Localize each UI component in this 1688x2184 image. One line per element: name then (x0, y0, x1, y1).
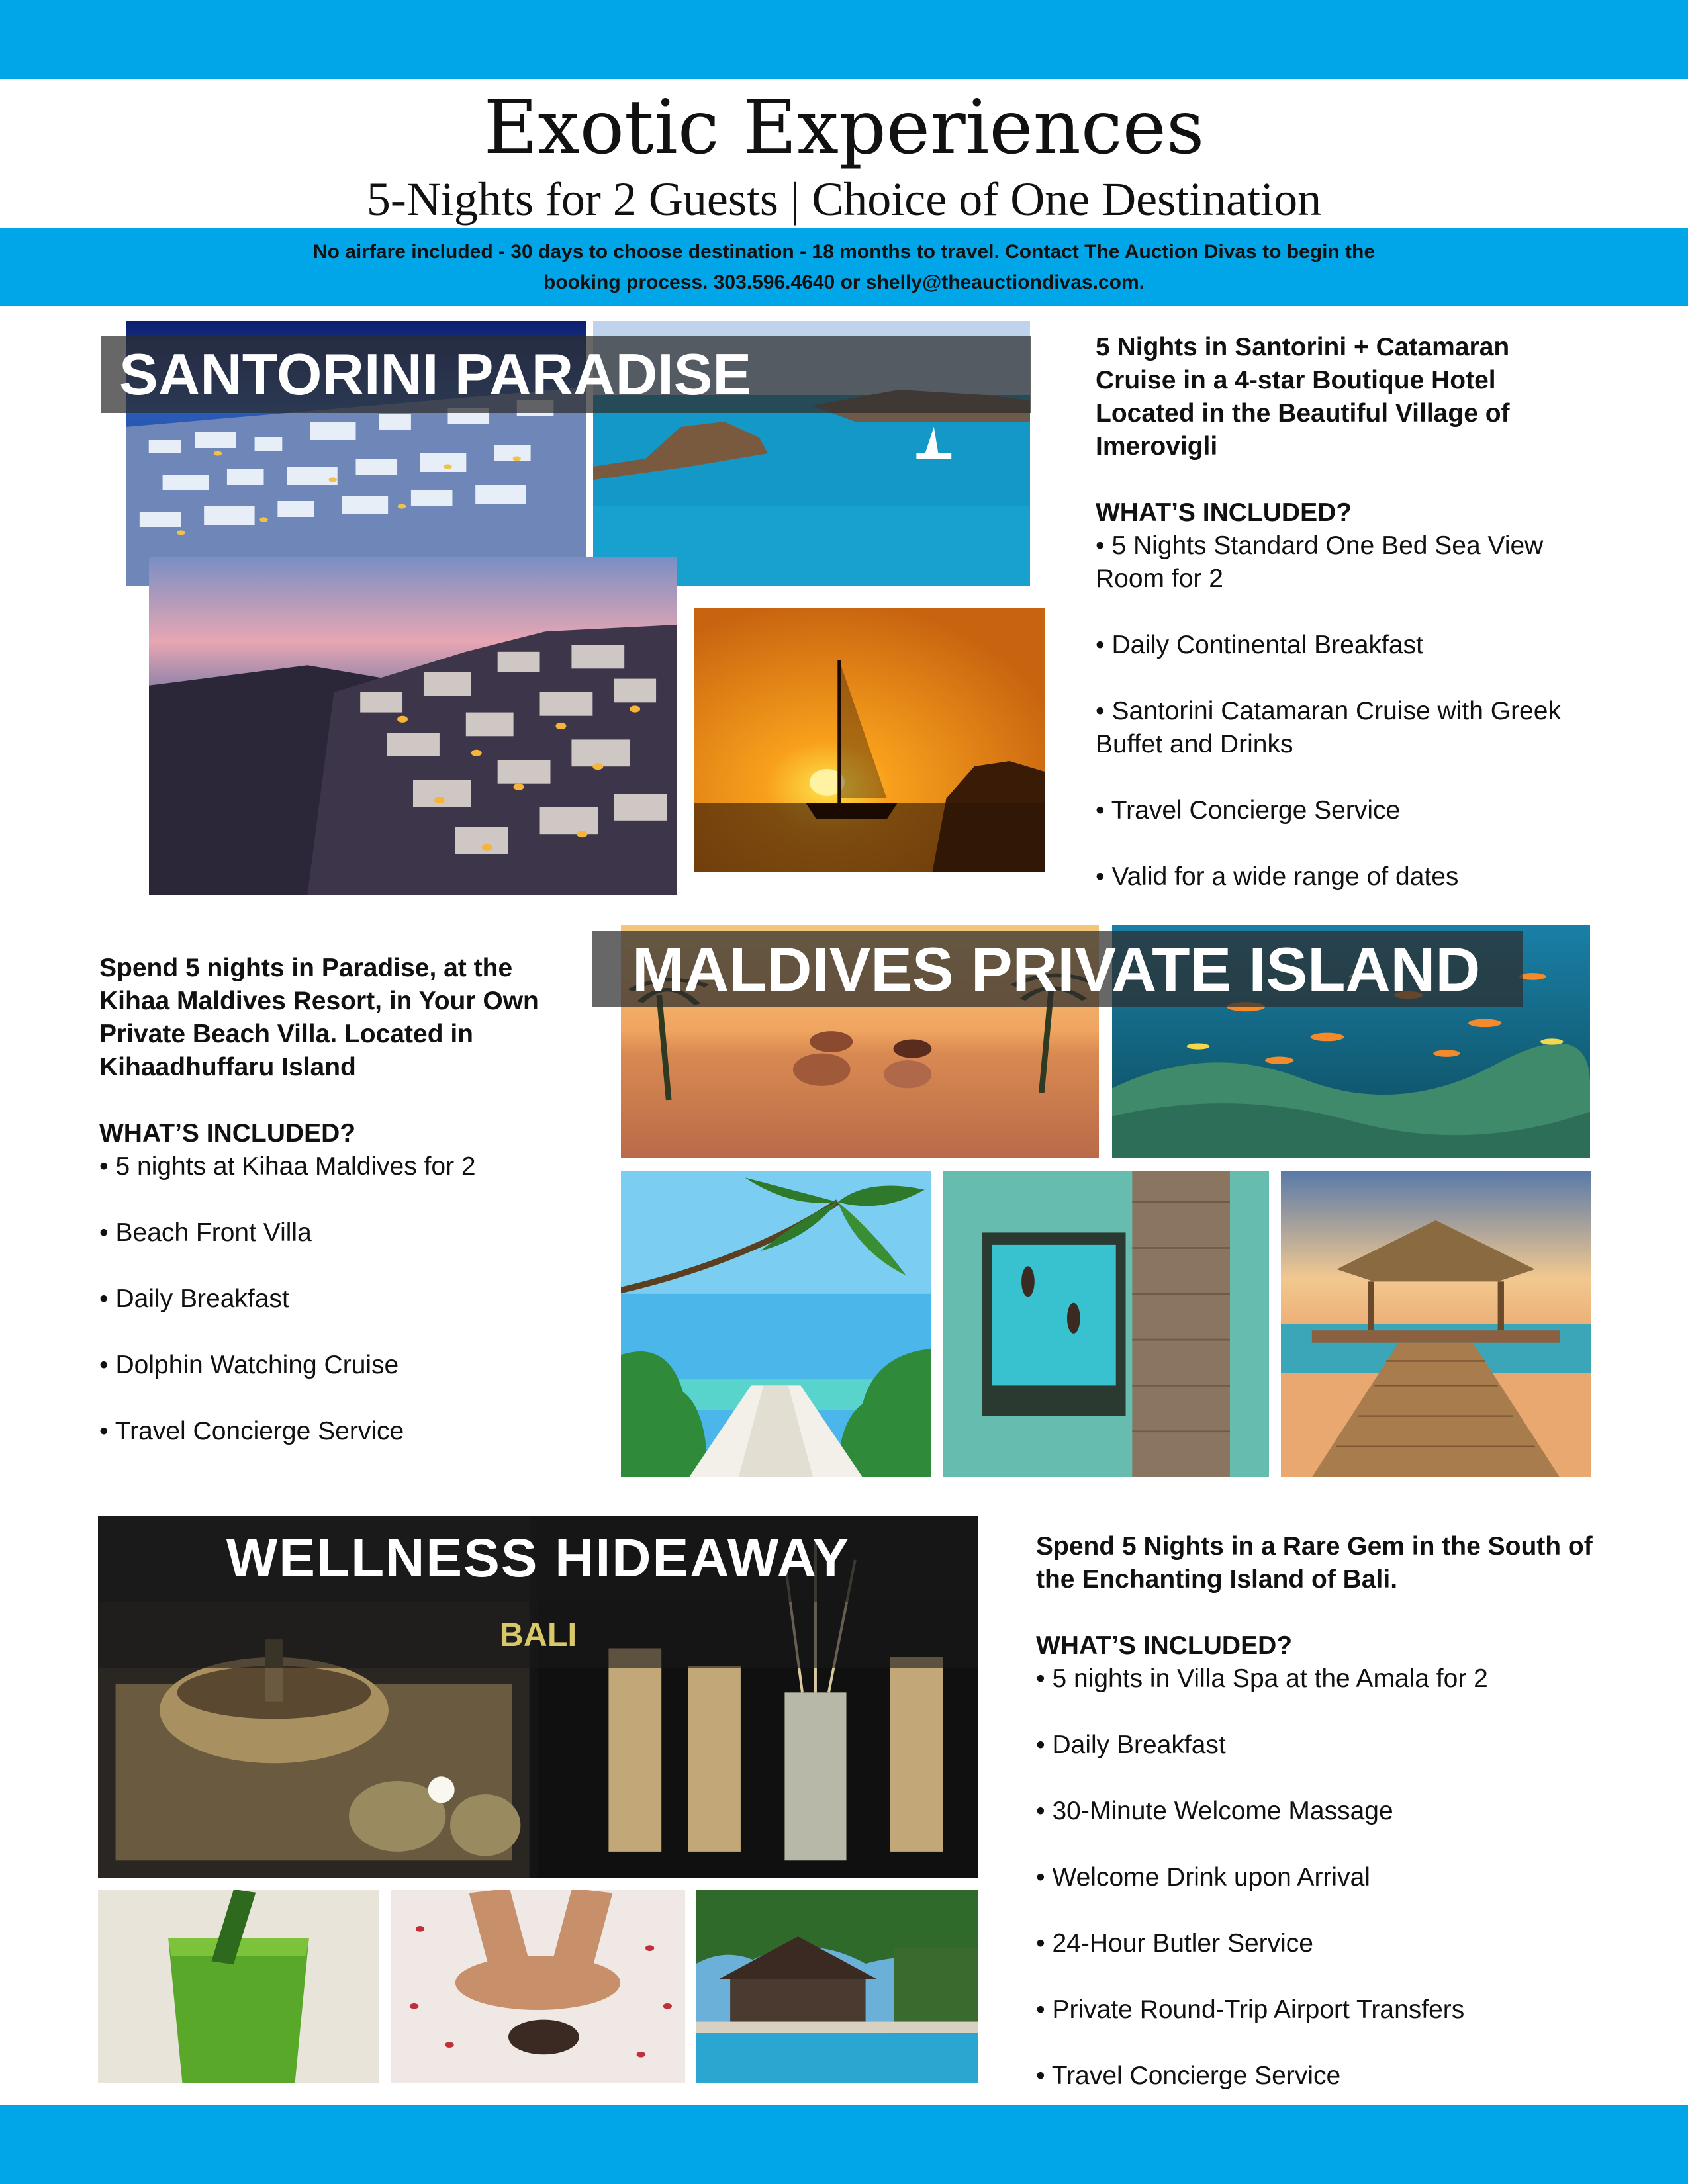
bali-green-juice-photo (98, 1890, 379, 2083)
maldives-lead-text: Spend 5 nights in Paradise, at the Kihaa Maldives Resort, in Your Own Private Beach Villa. Located in Kihaadhuffaru Island (99, 954, 539, 1081)
list-item: • 30-Minute Welcome Massage (1036, 1797, 1393, 1825)
list-item: • Daily Breakfast (1036, 1731, 1226, 1759)
maldives-overwater-pool-photo (943, 1171, 1269, 1477)
bali-lead-text: Spend 5 Nights in a Rare Gem in the South of the Enchanting Island of Bali. (1036, 1532, 1593, 1594)
list-item: • 5 nights at Kihaa Maldives for 2 (99, 1152, 476, 1181)
list-item: • Travel Concierge Service (1096, 796, 1401, 825)
maldives-included-list (99, 1150, 576, 1448)
list-item: • Travel Concierge Service (99, 1417, 404, 1445)
maldives-hut-pier-photo (1281, 1171, 1591, 1477)
list-item: • Private Round-Trip Airport Transfers (1036, 1995, 1465, 2024)
list-item: • Welcome Drink upon Arrival (1036, 1863, 1370, 1891)
list-item: • 5 Nights Standard One Bed Sea View Room for 2 (1096, 531, 1544, 593)
list-item: • 24-Hour Butler Service (1036, 1929, 1313, 1958)
info-line-1: No airfare included - 30 days to choose destination - 18 months to travel. Contact The Auction Divas to begin the (312, 241, 1376, 263)
santorini-banner: SANTORINI PARADISE (101, 336, 1031, 413)
santorini-description (1096, 331, 1585, 893)
maldives-included-heading: WHAT’S INCLUDED? (99, 1119, 356, 1148)
list-item: • 5 nights in Villa Spa at the Amala for 2 (1036, 1664, 1488, 1693)
list-item: • Beach Front Villa (99, 1218, 312, 1247)
top-color-band (0, 0, 1688, 79)
info-banner (0, 228, 1688, 306)
maldives-description (99, 952, 576, 1448)
bali-description (1036, 1530, 1599, 2093)
santorini-included-list (1096, 529, 1585, 893)
bali-massage-photo (391, 1890, 685, 2083)
bali-included-heading: WHAT’S INCLUDED? (1036, 1631, 1293, 1660)
list-item: • Santorini Catamaran Cruise with Greek Buffet and Drinks (1096, 697, 1561, 758)
bottom-color-band (0, 2105, 1688, 2184)
santorini-lead-text: 5 Nights in Santorini + Catamaran Cruise in a 4-star Boutique Hotel Located in the Beautiful Village of Imerovigli (1096, 333, 1510, 461)
list-item: • Travel Concierge Service (1036, 2062, 1341, 2090)
bali-villa-pool-photo (696, 1890, 978, 2083)
page-title: Exotic Experiences (483, 85, 1205, 171)
list-item: • Valid for a wide range of dates (1096, 862, 1459, 891)
santorini-sailboat-sunset-photo (694, 608, 1045, 872)
list-item: • Daily Continental Breakfast (1096, 631, 1423, 659)
maldives-palm-walkway-photo (621, 1171, 931, 1477)
maldives-banner: MALDIVES PRIVATE ISLAND (592, 931, 1523, 1007)
info-line-2: booking process. 303.596.4640 or shelly@theauctiondivas.com. (543, 271, 1145, 293)
bali-included-list (1036, 1662, 1599, 2093)
bali-banner: WELLNESS HIDEAWAY (98, 1516, 978, 1602)
santorini-sunset-village-photo (149, 557, 677, 895)
list-item: • Dolphin Watching Cruise (99, 1351, 399, 1379)
bali-banner-subtitle: BALI (98, 1602, 978, 1668)
list-item: • Daily Breakfast (99, 1285, 289, 1313)
santorini-included-heading: WHAT’S INCLUDED? (1096, 498, 1352, 527)
page-subtitle: 5-Nights for 2 Guests | Choice of One Destination (366, 173, 1322, 226)
